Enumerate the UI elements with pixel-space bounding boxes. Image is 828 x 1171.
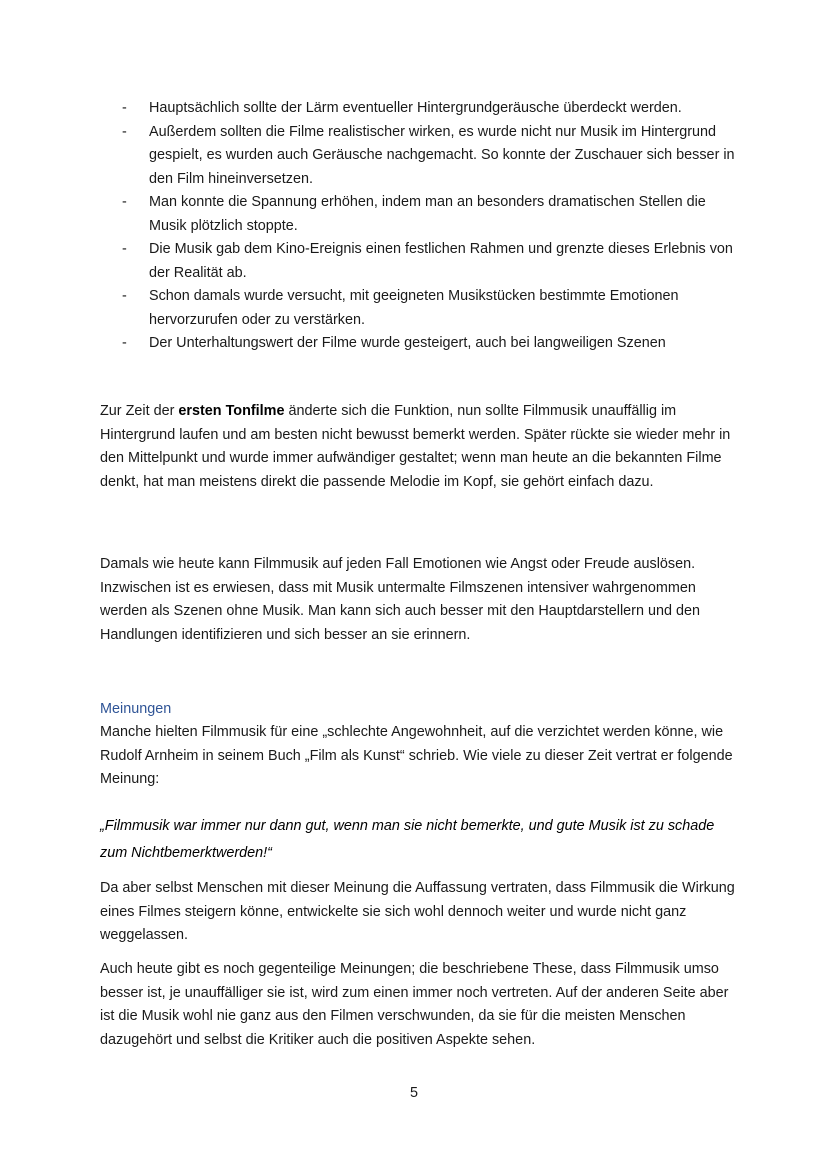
- tonfilme-bold-term: ersten Tonfilme: [178, 403, 285, 419]
- list-item: [100, 121, 740, 192]
- wirkung-paragraph: Da aber selbst Menschen mit dieser Meinung die Auffassung vertraten, dass Filmmusik die Wirkung eines Filmes steigern könne, entwickelte sie sich wohl dennoch weiter und wurde nicht ganz weggelassen.: [100, 880, 735, 944]
- bullet-dash: -: [122, 335, 127, 351]
- tonfilme-paragraph: [100, 400, 740, 494]
- function-bullet-list: [100, 97, 740, 356]
- bullet-text: Der Unterhaltungswert der Filme wurde gesteigert, auch bei langweiligen Szenen: [149, 335, 666, 351]
- bullet-dash: -: [122, 100, 127, 116]
- list-item: [100, 97, 740, 121]
- list-item: [100, 285, 740, 332]
- bullet-dash: -: [122, 194, 127, 210]
- bullet-text: Außerdem sollten die Filme realistischer wirken, es wurde nicht nur Musik im Hintergrund gespielt, es wurden auch Geräusche nachgemacht. So konnte der Zuschauer sich besser in den Film hineinversetzen.: [149, 123, 735, 187]
- section-heading-meinungen: Meinungen: [100, 701, 172, 717]
- bullet-dash: -: [122, 241, 127, 257]
- heute-paragraph: Auch heute gibt es noch gegenteilige Meinungen; die beschriebene These, dass Filmmusik umso besser ist, je unauffälliger sie ist, wird zum einen immer noch vertreten. Auf der anderen Seite aber ist die Musik wohl nie ganz aus den Filmen verschwunden, da sie für die meisten Menschen dazugehört und selbst die Kritiker auch die positiven Aspekte sehen.: [100, 961, 729, 1048]
- bullet-dash: -: [122, 123, 127, 140]
- page-number: 5: [409, 1085, 418, 1101]
- emotions-paragraph: Damals wie heute kann Filmmusik auf jeden Fall Emotionen wie Angst oder Freude auslösen. Inzwischen ist es erwiesen, dass mit Musik untermalte Filmszenen intensiver wahrgenommen werden als Szenen ohne Musik. Man kann sich auch besser mit den Hauptdarstellern und den Handlungen identifizieren und sich besser an sie erinnern.: [100, 556, 700, 643]
- bullet-dash: -: [122, 288, 127, 304]
- bullet-text: Hauptsächlich sollte der Lärm eventueller Hintergrundgeräusche überdeckt werden.: [149, 100, 682, 116]
- bullet-text: Die Musik gab dem Kino-Ereignis einen festlichen Rahmen und grenzte dieses Erlebnis von der Realität ab.: [149, 241, 733, 281]
- bullet-text: Schon damals wurde versucht, mit geeigneten Musikstücken bestimmte Emotionen hervorzurufen oder zu verstärken.: [149, 288, 679, 328]
- bullet-text: Man konnte die Spannung erhöhen, indem man an besonders dramatischen Stellen die Musik plötzlich stoppte.: [149, 194, 706, 234]
- list-item: [100, 191, 740, 238]
- arnheim-paragraph: Manche hielten Filmmusik für eine „schlechte Angewohnheit, auf die verzichtet werden könne, wie Rudolf Arnheim in seinem Buch „Film als Kunst“ schrieb. Wie viele zu dieser Zeit vertrat er folgende Meinung:: [100, 724, 733, 788]
- tonfilme-text-rest: änderte sich die Funktion, nun sollte Filmmusik unauffällig im Hintergrund laufen und am besten nicht bewusst bemerkt werden. Später rückte sie wieder mehr in den Mittelpunkt und wurde immer aufwändiger gestaltet; wenn man heute an die bekannten Filme denkt, hat man meistens direkt die passende Melodie im Kopf, sie gehört einfach dazu.: [100, 403, 731, 490]
- arnheim-quote: „Filmmusik war immer nur dann gut, wenn man sie nicht bemerkte, und gute Musik ist zu schade zum Nichtbemerktwerden!“: [100, 818, 715, 861]
- list-item: [100, 238, 740, 285]
- list-item: [100, 332, 740, 356]
- tonfilme-text-start: Zur Zeit der: [100, 403, 179, 419]
